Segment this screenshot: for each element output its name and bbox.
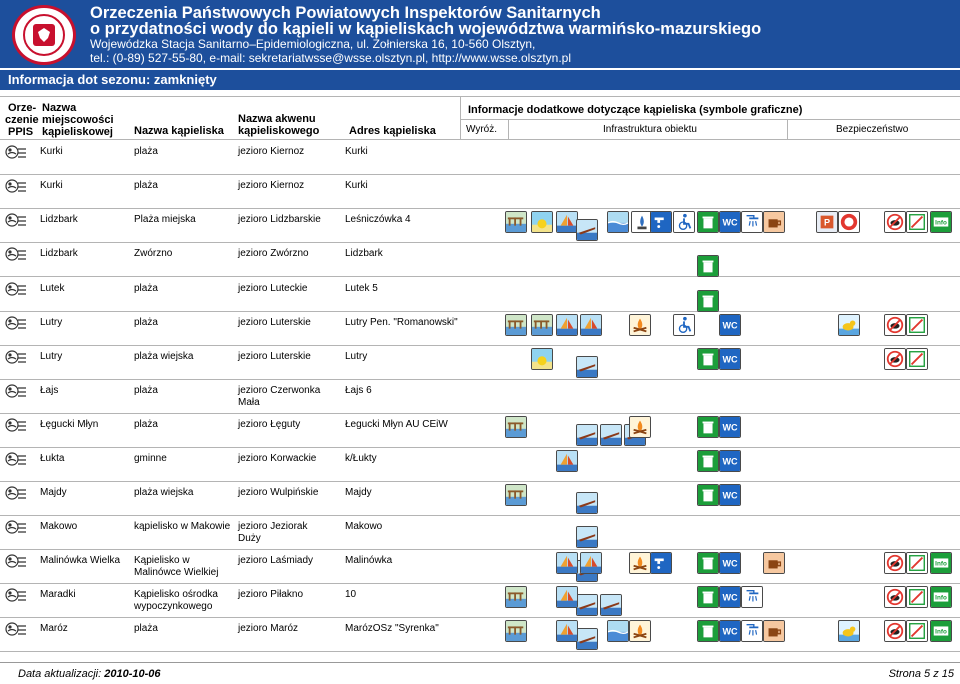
pier-icon[interactable] [505,586,527,608]
lake-name: jezioro Wulpińskie [238,487,319,498]
grid-line [460,119,960,120]
lake-name: jezioro Jeziorak Duży [238,521,308,544]
lake-name: jezioro Piłakno [238,589,304,600]
page-header [0,0,960,68]
town-name: Lidzbark [40,248,78,259]
town-name: Kurki [40,180,63,191]
kayak-icon[interactable] [576,424,598,446]
swimmer-icon[interactable] [4,520,28,534]
page-subtitle: o przydatności wody do kąpieli w kąpieliskach województwa warmińsko-mazurskiego [90,20,762,38]
beach-address: k/Łukty [345,453,377,464]
pier-icon[interactable] [505,484,527,506]
beach-name: plaża wiejska [134,351,194,362]
town-name: Łęgucki Młyn [40,419,99,430]
col-infra: Infrastruktura obiektu [603,124,697,135]
no-dogs-icon[interactable] [884,314,906,336]
campfire-icon[interactable] [629,620,651,642]
pier-icon[interactable] [505,314,527,336]
kayak-icon[interactable] [600,424,622,446]
kayak-icon[interactable] [576,492,598,514]
svg-text:P: P [823,217,831,228]
lake-name: jezioro Laśmiady [238,555,314,566]
town-name: Makowo [40,521,78,532]
address-line: Wojewódzka Stacja Sanitarno–Epidemiologiczna, ul. Żołnierska 16, 10-560 Olsztyn, [90,37,536,51]
no-alcohol-icon[interactable] [906,211,928,233]
wc-icon[interactable] [719,450,741,472]
row-divider [0,515,960,516]
swimmer-icon[interactable] [4,145,28,159]
beach-name: plaża [134,419,158,430]
lake-name: jezioro Luteckie [238,283,308,294]
svg-text:Info: Info [935,560,947,568]
lake-name: jezioro Kiernoz [238,180,305,191]
pier-icon[interactable] [531,314,553,336]
beach-address: Lutek 5 [345,283,378,294]
town-name: Maradki [40,589,76,600]
cafe-icon[interactable] [763,620,785,642]
info-icon[interactable] [930,552,952,574]
no-dogs-icon[interactable] [884,552,906,574]
no-alcohol-icon[interactable] [906,620,928,642]
town-name: Łajs [40,385,59,396]
season-status-bar [0,68,960,90]
svg-text:WC: WC [722,217,738,228]
col-info: Informacje dodatkowe dotyczące kąpieliska (symbole graficzne) [468,104,803,116]
col-adres: Adres kąpieliska [349,125,436,137]
town-name: Majdy [40,487,67,498]
svg-text:WC: WC [722,490,738,501]
row-divider [0,311,960,312]
lake-name: jezioro Maróz [238,623,299,634]
wc-icon[interactable] [719,314,741,336]
footer-divider [0,662,960,663]
wheelchair-icon[interactable] [673,211,695,233]
row-divider [0,481,960,482]
town-name: Lutek [40,283,65,294]
col-miejscowosc-3: kąpieliskowej [42,126,113,138]
beach-name: gminne [134,453,167,464]
umbrella-icon[interactable] [531,348,553,370]
svg-text:Info: Info [935,628,947,636]
sailboat-icon[interactable] [556,314,578,336]
beach-name: Kąpielisko w Malinówce Wielkiej [134,555,219,578]
row-divider [0,345,960,346]
beach-address: 10 [345,589,357,600]
cafe-icon[interactable] [763,552,785,574]
kayak-icon[interactable] [600,594,622,616]
beach-name: plaża [134,283,158,294]
swimmer-icon[interactable] [4,316,28,330]
sailboat-icon[interactable] [556,211,578,233]
beach-address: Lutry [345,351,368,362]
lake-name: jezioro Lidzbarskie [238,214,321,225]
town-name: Lidzbark [40,214,78,225]
swimmer-icon[interactable] [4,247,28,261]
lake-name: jezioro Luterskie [238,317,311,328]
umbrella-icon[interactable] [531,211,553,233]
pier-icon[interactable] [505,416,527,438]
swimmer-icon[interactable] [4,622,28,636]
lake-name: jezioro Czerwonka Mała [238,385,321,408]
wheelchair-icon[interactable] [673,314,695,336]
water-icon[interactable] [607,620,629,642]
row-divider [0,413,960,414]
update-date [18,668,161,680]
beach-address: Leśniczówka 4 [345,214,411,225]
swimmer-icon[interactable] [4,554,28,568]
beach-name: plaża [134,623,158,634]
bin-icon[interactable] [697,348,719,370]
cafe-icon[interactable] [763,211,785,233]
lifebuoy-icon[interactable] [838,211,860,233]
update-date-value: 2010-10-06 [104,668,161,680]
shower-icon[interactable] [741,586,763,608]
campfire-icon[interactable] [629,416,651,438]
contact-line: tel.: (0-89) 527-55-80, e-mail: sekretariatwsse@wsse.olsztyn.pl, http://www.wsse.olsztyn.pl [90,51,572,65]
lake-name: jezioro Łęguty [238,419,301,430]
no-dogs-icon[interactable] [884,211,906,233]
bin-icon[interactable] [697,290,719,312]
bin-icon[interactable] [697,586,719,608]
page-title: Orzeczenia Państwowych Powiatowych Inspektorów Sanitarnych [90,4,601,22]
row-divider [0,208,960,209]
beach-name: plaża [134,317,158,328]
town-name: Lutry [40,351,63,362]
bin-icon[interactable] [697,416,719,438]
swimmer-icon[interactable] [4,213,28,227]
no-alcohol-icon[interactable] [906,348,928,370]
beach-name: Plaża miejska [134,214,196,225]
shower-icon[interactable] [741,211,763,233]
row-divider [0,583,960,584]
beach-address: MarózOSz "Syrenka" [345,623,439,634]
info-icon[interactable] [930,620,952,642]
row-divider [0,242,960,243]
pier-icon[interactable] [505,211,527,233]
row-divider [0,276,960,277]
lake-name: jezioro Luterskie [238,351,311,362]
row-divider [0,651,960,652]
wc-icon[interactable] [719,620,741,642]
town-name: Malinówka Wielka [40,555,121,566]
col-kapielisko: Nazwa kąpieliska [134,125,224,137]
swimmer-icon[interactable] [4,350,28,364]
no-dogs-icon[interactable] [884,348,906,370]
wc-icon[interactable] [719,416,741,438]
beach-name: kąpielisko w Makowie [134,521,231,532]
beach-name: plaża [134,385,158,396]
svg-text:WC: WC [722,456,738,467]
grid-line [0,96,960,97]
town-name: Kurki [40,146,63,157]
grid-line [460,96,461,139]
beach-address: Malinówka [345,555,393,566]
no-alcohol-icon[interactable] [906,586,928,608]
info-icon[interactable] [930,586,952,608]
info-icon[interactable] [930,211,952,233]
no-dogs-icon[interactable] [884,620,906,642]
col-wyroz: Wyróż. [466,124,498,135]
svg-text:WC: WC [722,592,738,603]
sailboat-icon[interactable] [580,314,602,336]
kayak-icon[interactable] [576,356,598,378]
pier-icon[interactable] [505,620,527,642]
wc-icon[interactable] [719,552,741,574]
row-divider [0,379,960,380]
beach-name: Kąpielisko ośrodka wypoczynkowego [134,589,218,612]
tap-icon[interactable] [650,211,672,233]
beach-address: Majdy [345,487,372,498]
col-orzeczenie-2: czenie [5,114,39,126]
swimmer-icon[interactable] [4,384,28,398]
grid-line [787,119,788,139]
col-miejscowosc-2: miejscowości [42,114,114,126]
bin-icon[interactable] [697,552,719,574]
col-bezp: Bezpieczeństwo [836,124,909,135]
beach-address: Kurki [345,146,368,157]
col-akwen-2: kąpieliskowego [238,125,320,137]
wc-icon[interactable] [719,211,741,233]
svg-text:WC: WC [722,626,738,637]
wc-icon[interactable] [719,586,741,608]
beach-address: Łajs 6 [345,385,372,396]
swimmer-icon[interactable] [4,452,28,466]
no-dogs-icon[interactable] [884,586,906,608]
beach-name: plaża wiejska [134,487,194,498]
no-alcohol-icon[interactable] [906,314,928,336]
swimmer-icon[interactable] [4,588,28,602]
svg-text:WC: WC [722,354,738,365]
col-miejscowosc-1: Nazwa [42,102,77,114]
col-akwen-1: Nazwa akwenu [238,113,316,125]
beach-name: plaża [134,180,158,191]
sailboat-icon[interactable] [580,552,602,574]
sailboat-icon[interactable] [556,586,578,608]
parking-icon[interactable] [816,211,838,233]
col-orzeczenie-3: PPIS [8,126,34,138]
beach-address: Kurki [345,180,368,191]
sailboat-icon[interactable] [556,552,578,574]
bin-icon[interactable] [697,255,719,277]
water-icon[interactable] [607,211,629,233]
beach-name: plaża [134,146,158,157]
lake-name: jezioro Kiernoz [238,146,305,157]
svg-text:WC: WC [722,320,738,331]
svg-text:Info: Info [935,219,947,227]
swimmer-icon[interactable] [4,179,28,193]
sailboat-icon[interactable] [556,450,578,472]
beach-address: Lidzbark [345,248,383,259]
svg-text:Info: Info [935,594,947,602]
campfire-icon[interactable] [629,552,651,574]
swimmer-icon[interactable] [4,418,28,432]
beach-address: Lutry Pen. "Romanowski" [345,317,458,328]
svg-text:WC: WC [722,422,738,433]
town-name: Maróz [40,623,68,634]
duck-icon[interactable] [838,620,860,642]
bin-icon[interactable] [697,484,719,506]
row-divider [0,549,960,550]
row-divider [0,174,960,175]
col-orzeczenie-1: Orze- [8,102,37,114]
grid-line [508,119,509,139]
bin-icon[interactable] [697,450,719,472]
wc-icon[interactable] [719,348,741,370]
sailboat-icon[interactable] [556,620,578,642]
page-number: Strona 5 z 15 [888,668,954,680]
campfire-icon[interactable] [629,314,651,336]
shower-icon[interactable] [741,620,763,642]
kayak-icon[interactable] [576,594,598,616]
swimmer-icon[interactable] [4,486,28,500]
kayak-icon[interactable] [576,526,598,548]
tap-icon[interactable] [650,552,672,574]
lake-name: jezioro Korwackie [238,453,317,464]
town-name: Łukta [40,453,65,464]
row-divider [0,447,960,448]
no-alcohol-icon[interactable] [906,552,928,574]
row-divider [0,617,960,618]
beach-address: Łegucki Młyn AU CEiW [345,419,448,430]
kayak-icon[interactable] [576,219,598,241]
lake-name: jezioro Zwórzno [238,248,309,259]
update-date-label: Data aktualizacji: [18,668,102,680]
inspection-logo [12,5,76,65]
duck-icon[interactable] [838,314,860,336]
beach-name: Zwórzno [134,248,173,259]
wc-icon[interactable] [719,484,741,506]
swimmer-icon[interactable] [4,282,28,296]
bin-icon[interactable] [697,211,719,233]
beach-address: Makowo [345,521,383,532]
season-status: Informacja dot sezonu: zamknięty [8,72,217,87]
town-name: Lutry [40,317,63,328]
bin-icon[interactable] [697,620,719,642]
svg-text:WC: WC [722,558,738,569]
kayak-icon[interactable] [576,628,598,650]
grid-line [0,139,960,140]
